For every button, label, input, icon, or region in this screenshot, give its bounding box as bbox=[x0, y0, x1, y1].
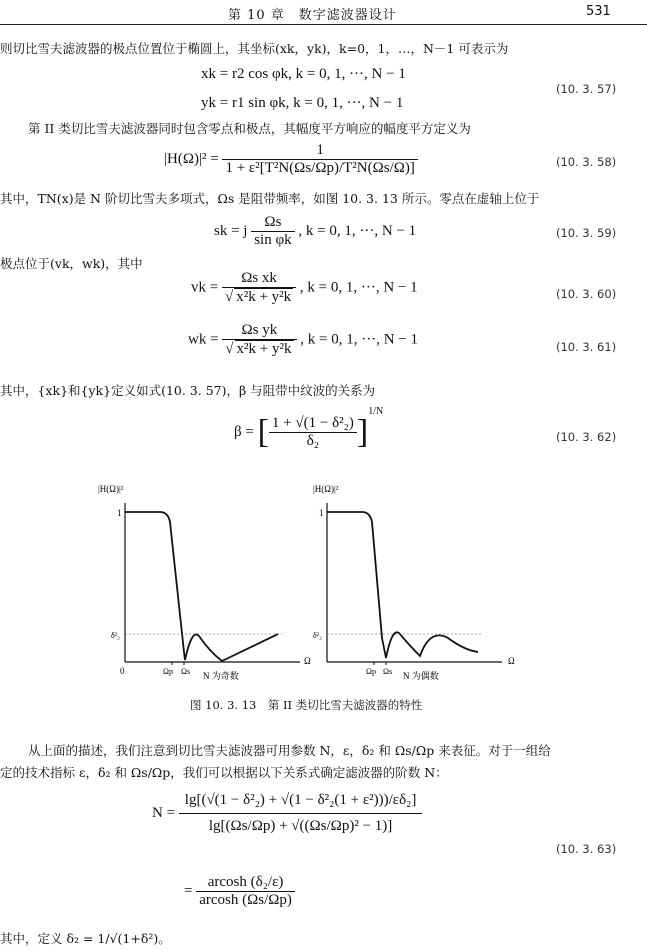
equation-10-3-61 bbox=[188, 322, 418, 358]
equation-10-3-62 bbox=[234, 406, 383, 452]
eq62-left-bracket: [ bbox=[257, 413, 269, 451]
left-omega-s: Ωs bbox=[181, 667, 191, 676]
equation-number-60: (10. 3. 60) bbox=[556, 287, 617, 301]
eq63-numerator: lg[(√(1 − δ²₂) + √(1 − δ²₂(1 + ε²)))/εδ₂] bbox=[179, 788, 423, 814]
right-xlabel: Ω bbox=[508, 656, 515, 666]
eq58-denominator: 1 + ε²[T²N(Ωs/Ωp)/T²N(Ωs/Ω)] bbox=[225, 160, 415, 176]
eq62-numerator: 1 + √(1 − δ²₂) bbox=[269, 415, 357, 433]
figure-10-3-13 bbox=[0, 478, 647, 688]
right-tick-delta: δ²₂ bbox=[313, 631, 322, 640]
equation-number-63: (10. 3. 63) bbox=[556, 842, 617, 856]
equation-number-59: (10. 3. 59) bbox=[556, 226, 617, 240]
equation-10-3-63 bbox=[152, 788, 422, 839]
header-rule bbox=[0, 24, 647, 25]
paragraph-delta-definition: 其中，定义 δ₂ = 1/√(1+δ²)。 bbox=[0, 931, 171, 946]
figure-caption: 图 10. 3. 13 第 II 类切比雪夫滤波器的特性 bbox=[190, 698, 423, 712]
eq59-lhs: sk = j bbox=[214, 222, 248, 239]
right-note: N 为偶数 bbox=[403, 671, 439, 681]
eq63-fraction bbox=[179, 788, 423, 839]
paragraph-zeros: 其中，TN(x)是 N 阶切比雪夫多项式，Ωs 是阻带频率，如图 10. 3. 13 所示。零点在虚轴上位于 bbox=[0, 191, 540, 206]
equation-10-3-63-arcosh bbox=[184, 874, 295, 909]
left-omega-p: Ωp bbox=[163, 667, 173, 676]
eq63-denominator: lg[(Ωs/Ωp) + √((Ωs/Ωp)² − 1)] bbox=[208, 818, 393, 834]
eq59-numerator: Ωs bbox=[251, 214, 294, 232]
eq62-lhs: β = bbox=[234, 424, 254, 440]
eq62-fraction bbox=[269, 415, 357, 450]
equation-number-61: (10. 3. 61) bbox=[556, 340, 617, 354]
paragraph-poles: 极点位于(vk，wk)，其中 bbox=[0, 256, 143, 271]
eq61-numerator: Ωs yk bbox=[222, 322, 296, 340]
eq60-numerator: Ωs xk bbox=[222, 270, 296, 288]
left-origin: 0 bbox=[120, 666, 125, 676]
eq58-fraction bbox=[222, 142, 417, 177]
eq59-fraction bbox=[251, 214, 294, 249]
left-ylabel: |H(Ω)|² bbox=[98, 484, 124, 494]
right-tick-one: 1 bbox=[319, 508, 324, 518]
running-header: 第 10 章 数字滤波器设计 bbox=[228, 8, 397, 23]
eq62-denominator: δ₂ bbox=[306, 433, 320, 450]
eq63-lhs: N = bbox=[152, 804, 176, 821]
eq62-exponent: 1/N bbox=[368, 406, 384, 417]
left-tick-delta: δ²₂ bbox=[111, 631, 120, 640]
eq60-lhs: vk = bbox=[191, 279, 219, 296]
paragraph-order: 定的技术指标 ε，δ₂ 和 Ωs/Ωp，我们可以根据以下关系式确定滤波器的阶数 N： bbox=[0, 765, 448, 780]
paragraph-parameters: 从上面的描述，我们注意到切比雪夫滤波器可用参数 N，ε，δ₂ 和 Ωs/Ωp 来表征。对于一组给 bbox=[28, 743, 551, 758]
eq60-denominator: x²k + y²k bbox=[236, 289, 292, 305]
right-omega-s: Ωs bbox=[383, 667, 393, 676]
paragraph-beta: 其中，{xk}和{yk}定义如式(10. 3. 57)，β 与阻带中纹波的关系为 bbox=[0, 383, 376, 398]
right-response-curve bbox=[327, 512, 478, 658]
eq60-rhs: , k = 0, 1, ···, N − 1 bbox=[299, 279, 418, 296]
left-xlabel: Ω bbox=[304, 656, 311, 666]
eq61-fraction: $\frac{\text{Ωs yk}}{\text{√ x²k + y²k}}$ bbox=[222, 322, 296, 358]
paragraph-pole-location: 则切比雪夫滤波器的极点位置位于椭圆上，其坐标(xk，yk)，k=0，1，…，N－1 可表示为 bbox=[0, 41, 509, 56]
equation-number-57: (10. 3. 57) bbox=[556, 82, 617, 96]
right-omega-p: Ωp bbox=[366, 667, 376, 676]
paragraph-type2-definition: 第 II 类切比雪夫滤波器同时包含零点和极点，其幅度平方响应的幅度平方定义为 bbox=[28, 121, 471, 136]
equation-10-3-59 bbox=[214, 214, 416, 249]
eq61-lhs: wk = bbox=[188, 331, 219, 348]
eq58-numerator: 1 bbox=[222, 142, 417, 160]
equation-10-3-60 bbox=[191, 270, 418, 306]
eq63b-lhs: = bbox=[184, 882, 193, 899]
right-plot bbox=[313, 484, 515, 681]
left-tick-one: 1 bbox=[117, 508, 122, 518]
page-number: 531 bbox=[586, 4, 611, 19]
eq62-right-bracket: ] bbox=[356, 413, 369, 451]
equation-number-62: (10. 3. 62) bbox=[556, 430, 617, 444]
eq63b-numerator: arcosh (δ₂/ε) bbox=[196, 874, 295, 892]
equation-number-58: (10. 3. 58) bbox=[556, 155, 617, 169]
eq58-lhs: |H(Ω)|² = bbox=[164, 150, 219, 167]
eq61-rhs: , k = 0, 1, ···, N − 1 bbox=[300, 331, 418, 348]
equation-10-3-58 bbox=[164, 142, 418, 177]
left-plot bbox=[98, 484, 311, 681]
right-ylabel: |H(Ω)|² bbox=[313, 484, 339, 494]
left-note: N 为奇数 bbox=[203, 671, 239, 681]
eq63b-denominator: arcosh (Ωs/Ωp) bbox=[199, 892, 292, 908]
equation-10-3-57-x: xk = r2 cos φk, k = 0, 1, ···, N − 1 bbox=[201, 66, 406, 82]
equation-10-3-57-y: yk = r1 sin φk, k = 0, 1, ···, N − 1 bbox=[201, 95, 404, 111]
eq59-rhs: , k = 0, 1, ···, N − 1 bbox=[298, 222, 417, 239]
eq61-denominator: x²k + y²k bbox=[236, 341, 292, 357]
left-response-curve bbox=[125, 512, 278, 661]
eq59-denominator: sin φk bbox=[254, 232, 292, 248]
eq63b-fraction bbox=[196, 874, 295, 909]
eq60-fraction: $\frac{\text{Ωs xk}}{\text{√ x²k + y²k}}$ bbox=[222, 270, 296, 306]
